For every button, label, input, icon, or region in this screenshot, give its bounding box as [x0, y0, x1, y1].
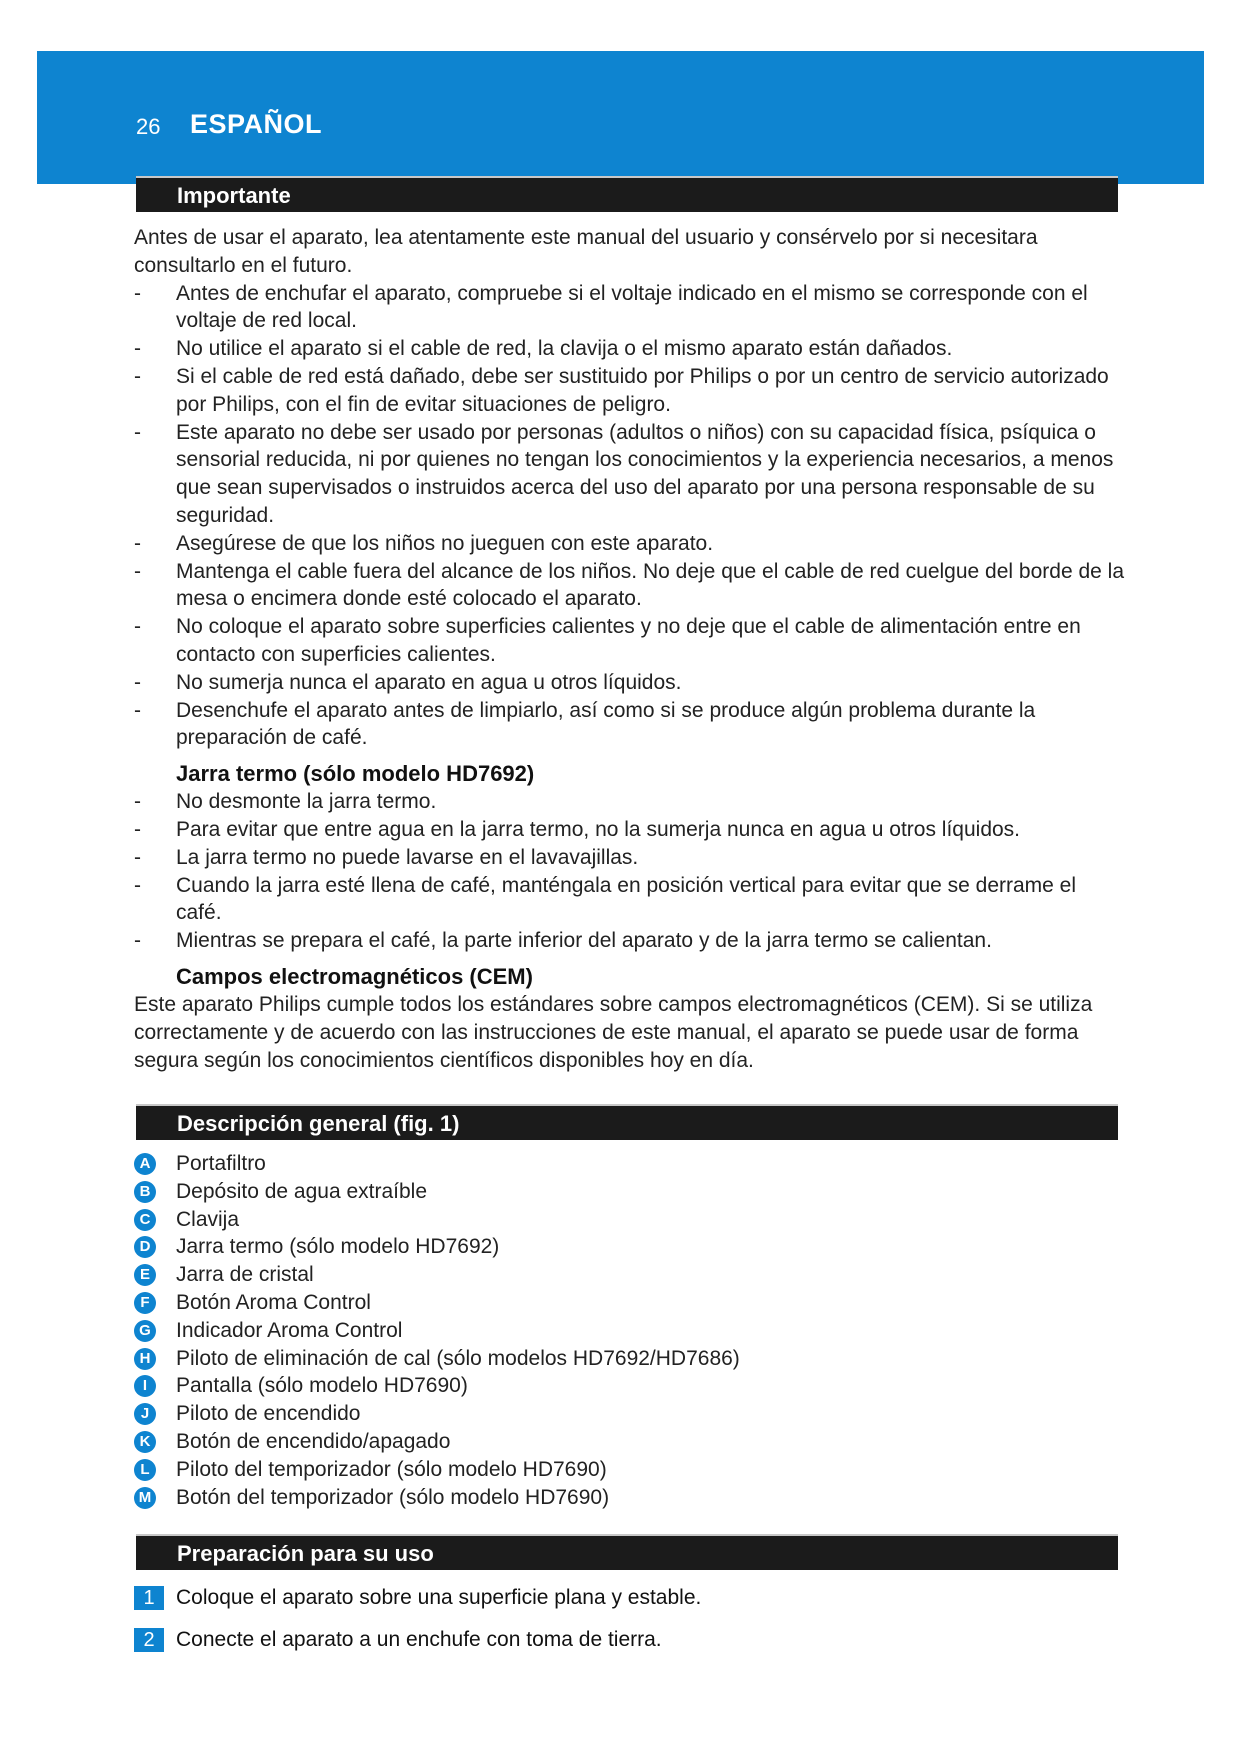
list-item-label: Portafiltro [176, 1152, 266, 1175]
preparation-steps [134, 1584, 1124, 1668]
letter-badge: A [134, 1153, 156, 1175]
jarra-bullet-list [134, 788, 1124, 955]
list-item: - Este aparato no debe ser usado por personas (adultos o niños) con su capacidad física, psíquica o sensorial reducida, ni por quienes no tengan los conocimientos y la experiencia necesarios, a menos que sean supervisados o instruidos acerca del uso del aparato por una persona responsable de su seguridad. [134, 419, 1124, 530]
letter-badge: K [134, 1431, 156, 1453]
list-item [134, 1261, 1124, 1289]
step-number: 1 [134, 1586, 164, 1610]
list-item [134, 1289, 1124, 1317]
language-title: ESPAÑOL [190, 109, 323, 139]
letter-badge: C [134, 1209, 156, 1231]
cem-subheading: Campos electromagnéticos (CEM) [176, 963, 533, 989]
list-item-label: Pantalla (sólo modelo HD7690) [176, 1374, 468, 1398]
step-number: 2 [134, 1628, 164, 1652]
letter-badge: M [134, 1487, 156, 1509]
list-item [134, 1345, 1124, 1373]
section-bar-descripcion [136, 1104, 1118, 1140]
list-item [134, 1428, 1124, 1456]
list-item: - Mantenga el cable fuera del alcance de los niños. No deje que el cable de red cuelgue del borde de la mesa o encimera donde esté colocado el aparato. [134, 558, 1124, 614]
list-item: - No desmonte la jarra termo. [134, 788, 1124, 816]
section-bar-preparacion [136, 1534, 1118, 1570]
letter-badge: F [134, 1292, 156, 1314]
importante-intro: Antes de usar el aparato, lea atentamente este manual del usuario y consérvelo por si necesitara consultarlo en el futuro. [134, 226, 1038, 277]
list-item-label: Indicador Aroma Control [176, 1318, 403, 1342]
list-item-label: Botón del temporizador (sólo modelo HD7690) [176, 1485, 610, 1509]
descripcion-body [134, 1150, 1124, 1511]
step-text: Conecte el aparato a un enchufe con toma de tierra. [176, 1628, 662, 1651]
letter-badge: H [134, 1348, 156, 1370]
list-item-label: Piloto de eliminación de cal (sólo modelos HD7692/HD7686) [176, 1346, 740, 1370]
jarra-subheading: Jarra termo (sólo modelo HD7692) [176, 761, 535, 787]
list-item: - Si el cable de red está dañado, debe ser sustituido por Philips o por un centro de servicio autorizado por Philips, con el fin de evitar situaciones de peligro. [134, 363, 1124, 419]
list-item-label: Botón Aroma Control [176, 1290, 371, 1314]
list-item: - Antes de enchufar el aparato, compruebe si el voltaje indicado en el mismo se corresponde con el voltaje de red local. [134, 280, 1124, 336]
list-item-label: Jarra termo (sólo modelo HD7692) [176, 1235, 500, 1259]
step-text: Coloque el aparato sobre una superficie plana y estable. [176, 1586, 702, 1609]
list-item [134, 1233, 1124, 1261]
list-item: - Para evitar que entre agua en la jarra termo, no la sumerja nunca en agua u otros líquidos. [134, 816, 1124, 844]
page-number: 26 [136, 114, 161, 139]
section-title-descripcion: Descripción general (fig. 1) [177, 1111, 460, 1136]
step-item [134, 1584, 1124, 1626]
list-item [134, 1206, 1124, 1234]
list-item: - No utilice el aparato si el cable de red, la clavija o el mismo aparato están dañados. [134, 335, 1124, 363]
list-item-label: Botón de encendido/apagado [176, 1429, 451, 1453]
letter-badge: B [134, 1181, 156, 1203]
letter-badge: I [134, 1375, 156, 1397]
list-item [134, 1372, 1124, 1400]
letter-badge: J [134, 1403, 156, 1425]
list-item: - Asegúrese de que los niños no jueguen con este aparato. [134, 530, 1124, 558]
step-item [134, 1626, 1124, 1668]
list-item-label: Depósito de agua extraíble [176, 1179, 428, 1203]
list-item-label: Jarra de cristal [176, 1263, 314, 1287]
list-item [134, 1484, 1124, 1512]
section-title-preparacion: Preparación para su uso [177, 1541, 434, 1566]
list-item: - No sumerja nunca el aparato en agua u otros líquidos. [134, 669, 1124, 697]
letter-badge: E [134, 1264, 156, 1286]
list-item [134, 1317, 1124, 1345]
list-item [134, 1150, 1124, 1178]
list-item [134, 1456, 1124, 1484]
list-item: - Desenchufe el aparato antes de limpiarlo, así como si se produce algún problema durante la preparación de café. [134, 697, 1124, 753]
list-item: - No coloque el aparato sobre superficies calientes y no deje que el cable de alimentación entre en contacto con superficies calientes. [134, 613, 1124, 669]
letter-badge: L [134, 1459, 156, 1481]
section-bar-importante [136, 176, 1118, 212]
letter-badge: D [134, 1236, 156, 1258]
list-item [134, 1400, 1124, 1428]
cem-paragraph: Este aparato Philips cumple todos los estándares sobre campos electromagnéticos (CEM). Si se utiliza correctamente y de acuerdo con las instrucciones de este manual, el aparato se puede usar de forma segura según los conocimientos científicos disponibles hoy en día. [134, 992, 1093, 1072]
list-item-label: Piloto del temporizador (sólo modelo HD7690) [176, 1457, 607, 1481]
list-item-label: Piloto de encendido [176, 1402, 361, 1426]
importante-body [134, 224, 1124, 1074]
letter-badge: G [134, 1320, 156, 1342]
list-item-label: Clavija [176, 1207, 240, 1231]
importante-bullet-list [134, 280, 1124, 753]
list-item: - Mientras se prepara el café, la parte inferior del aparato y de la jarra termo se calientan. [134, 927, 1124, 955]
list-item [134, 1178, 1124, 1206]
list-item: - Cuando la jarra esté llena de café, manténgala en posición vertical para evitar que se derrame el café. [134, 872, 1124, 928]
overview-list [134, 1150, 1124, 1511]
list-item: - La jarra termo no puede lavarse en el lavavajillas. [134, 844, 1124, 872]
section-title-importante: Importante [177, 183, 291, 208]
